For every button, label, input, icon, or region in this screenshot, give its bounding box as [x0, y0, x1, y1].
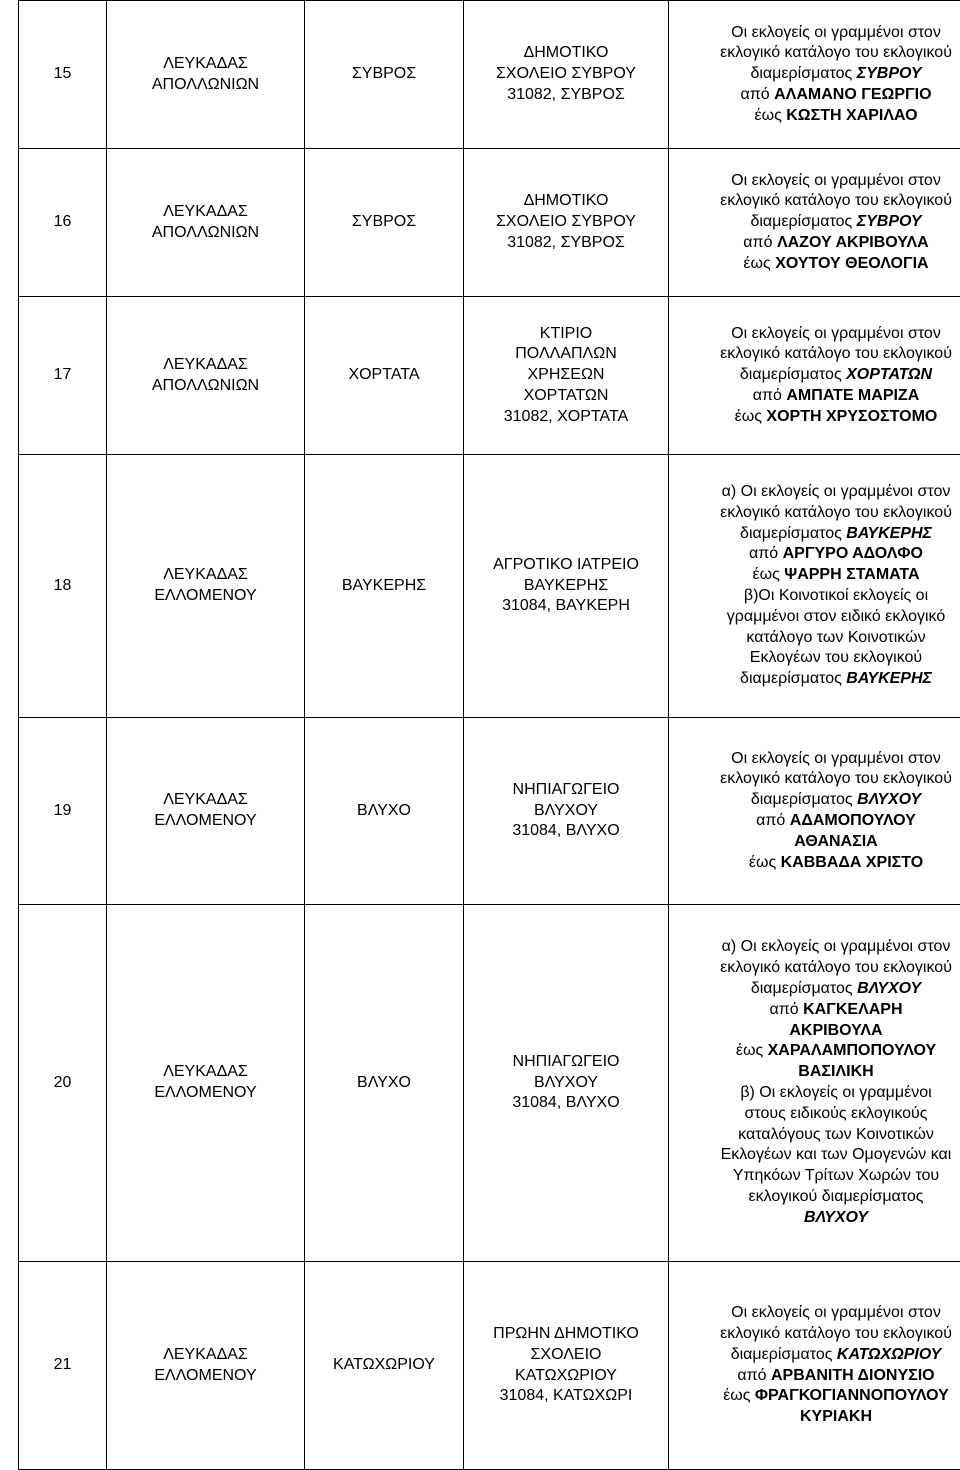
voters-cell: Οι εκλογείς οι γραμμένοι στον εκλογικό κατάλογο του εκλογικού διαμερίσματος ΒΛΥΧΟΥ από ΑΔΑΜΟΠΟΥΛΟΥ ΑΘΑΝΑΣΙΑ έως ΚΑΒΒΑΔΑ ΧΡΙΣΤΟ [669, 718, 960, 905]
table-row [19, 297, 960, 455]
to-name-cont: ΚΥΡΙΑΚΗ [673, 1407, 960, 1428]
location-cell: ΠΡΩΗΝ ΔΗΜΟΤΙΚΟ ΣΧΟΛΕΙΟ ΚΑΤΩΧΩΡΙΟΥ 31084, ΚΑΤΩΧΩΡΙ [464, 1262, 669, 1470]
table-row [19, 718, 960, 905]
district-cell: ΣΥΒΡΟΣ [305, 1, 464, 149]
table-row [19, 1262, 960, 1470]
location-cell: ΚΤΙΡΙΟ ΠΟΛΛΑΠΛΩΝ ΧΡΗΣΕΩΝ ΧΟΡΤΑΤΩΝ 31082, ΧΟΡΤΑΤΑ [464, 297, 669, 455]
district-cell: ΒΑΥΚΕΡΗΣ [305, 455, 464, 718]
municipality-cell: ΛΕΥΚΑΔΑΣ ΕΛΛΟΜΕΝΟΥ [107, 1262, 305, 1470]
district-cell: ΚΑΤΩΧΩΡΙΟΥ [305, 1262, 464, 1470]
location-cell: ΝΗΠΙΑΓΩΓΕΙΟ ΒΛΥΧΟΥ 31084, ΒΛΥΧΟ [464, 718, 669, 905]
district-cell: ΧΟΡΤΑΤΑ [305, 297, 464, 455]
to-name-cont: ΒΑΣΙΛΙΚΗ [673, 1062, 960, 1083]
row-number: 19 [19, 718, 107, 905]
voters-cell: Οι εκλογείς οι γραμμένοι στον εκλογικό κατάλογο του εκλογικού διαμερίσματος ΣΥΒΡΟΥ από ΛΑΖΟΥ ΑΚΡΙΒΟΥΛΑ έως ΧΟΥΤΟΥ ΘΕΟΛΟΓΙΑ [669, 149, 960, 297]
voters-cell: α) Οι εκλογείς οι γραμμένοι στον εκλογικό κατάλογο του εκλογικού διαμερίσματος ΒΛΥΧΟΥ από ΚΑΓΚΕΛΑΡΗ ΑΚΡΙΒΟΥΛΑ έως ΧΑΡΑΛΑΜΠΟΠΟΥΛΟΥ ΒΑΣΙΛΙΚΗ β) Οι εκλογείς οι γραμμένοι στους ειδικούς εκλογικούς καταλόγους των Κοινοτικών Εκλογέων και των Ομογενών και Υπηκόων Τρίτων Χωρών του εκλογικού διαμερίσματος ΒΛΥΧΟΥ [669, 905, 960, 1262]
row-number: 21 [19, 1262, 107, 1470]
municipality-cell: ΛΕΥΚΑΔΑΣ ΕΛΛΟΜΕΝΟΥ [107, 905, 305, 1262]
voters-cell: α) Οι εκλογείς οι γραμμένοι στον εκλογικό κατάλογο του εκλογικού διαμερίσματος ΒΑΥΚΕΡΗΣ από ΑΡΓΥΡΟ ΑΔΟΛΦΟ έως ΨΑΡΡΗ ΣΤΑΜΑΤΑ β)Οι Κοινοτικοί εκλογείς οι γραμμένοι στον ειδικό εκλογικό κατάλογο των Κοινοτικών Εκλογέων του εκλογικού διαμερίσματος ΒΑΥΚΕΡΗΣ [669, 455, 960, 718]
table-row [19, 1, 960, 149]
voters-cell: Οι εκλογείς οι γραμμένοι στον εκλογικό κατάλογο του εκλογικού διαμερίσματος ΧΟΡΤΑΤΩΝ από ΑΜΠΑΤΕ ΜΑΡΙΖΑ έως ΧΟΡΤΗ ΧΡΥΣΟΣΤΟΜΟ [669, 297, 960, 455]
location-cell: ΝΗΠΙΑΓΩΓΕΙΟ ΒΛΥΧΟΥ 31084, ΒΛΥΧΟ [464, 905, 669, 1262]
from-name: ΑΡΓΥΡΟ ΑΔΟΛΦΟ [783, 545, 923, 562]
district-cell: ΒΛΥΧΟ [305, 905, 464, 1262]
voters-cell: Οι εκλογείς οι γραμμένοι στον εκλογικό κατάλογο του εκλογικού διαμερίσματος ΚΑΤΩΧΩΡΙΟΥ από ΑΡΒΑΝΙΤΗ ΔΙΟΝΥΣΙΟ έως ΦΡΑΓΚΟΓΙΑΝΝΟΠΟΥΛΟΥ ΚΥΡΙΑΚΗ [669, 1262, 960, 1470]
district-name: ΒΛΥΧΟΥ [857, 791, 921, 808]
location-cell: ΔΗΜΟΤΙΚΟ ΣΧΟΛΕΙΟ ΣΥΒΡΟΥ 31082, ΣΥΒΡΟΣ [464, 149, 669, 297]
location-cell: ΔΗΜΟΤΙΚΟ ΣΧΟΛΕΙΟ ΣΥΒΡΟΥ 31082, ΣΥΒΡΟΣ [464, 1, 669, 149]
from-name: ΚΑΓΚΕΛΑΡΗ [803, 1001, 902, 1018]
from-name-cont: ΑΚΡΙΒΟΥΛΑ [673, 1021, 960, 1042]
district-name: ΧΟΡΤΑΤΩΝ [846, 366, 932, 383]
from-name: ΑΜΠΑΤΕ ΜΑΡΙΖΑ [786, 387, 919, 404]
district-name: ΣΥΒΡΟΥ [857, 213, 922, 230]
to-name: ΧΟΡΤΗ ΧΡΥΣΟΣΤΟΜΟ [766, 408, 937, 425]
municipality-cell: ΛΕΥΚΑΔΑΣ ΑΠΟΛΛΩΝΙΩΝ [107, 1, 305, 149]
district-cell: ΣΥΒΡΟΣ [305, 149, 464, 297]
row-number: 18 [19, 455, 107, 718]
district-name: ΒΛΥΧΟΥ [673, 1208, 960, 1229]
from-name: ΛΑΖΟΥ ΑΚΡΙΒΟΥΛΑ [777, 234, 929, 251]
from-name: ΑΡΒΑΝΙΤΗ ΔΙΟΝΥΣΙΟ [771, 1367, 935, 1384]
municipality-cell: ΛΕΥΚΑΔΑΣ ΑΠΟΛΛΩΝΙΩΝ [107, 297, 305, 455]
voters-cell: Οι εκλογείς οι γραμμένοι στον εκλογικό κατάλογο του εκλογικού διαμερίσματος ΣΥΒΡΟΥ από ΑΛΑΜΑΝΟ ΓΕΩΡΓΙΟ έως ΚΩΣΤΗ ΧΑΡΙΛΑΟ [669, 1, 960, 149]
table-row [19, 149, 960, 297]
polling-stations-table [18, 0, 960, 1470]
row-number: 16 [19, 149, 107, 297]
location-cell: ΑΓΡΟΤΙΚΟ ΙΑΤΡΕΙΟ ΒΑΥΚΕΡΗΣ 31084, ΒΑΥΚΕΡΗ [464, 455, 669, 718]
to-name: ΚΑΒΒΑΔΑ ΧΡΙΣΤΟ [781, 854, 924, 871]
from-name-cont: ΑΘΑΝΑΣΙΑ [673, 832, 960, 853]
row-number: 17 [19, 297, 107, 455]
table-row [19, 455, 960, 718]
municipality-cell: ΛΕΥΚΑΔΑΣ ΕΛΛΟΜΕΝΟΥ [107, 718, 305, 905]
municipality-cell: ΛΕΥΚΑΔΑΣ ΑΠΟΛΛΩΝΙΩΝ [107, 149, 305, 297]
to-name: ΚΩΣΤΗ ΧΑΡΙΛΑΟ [786, 107, 917, 124]
from-name: ΑΛΑΜΑΝΟ ΓΕΩΡΓΙΟ [774, 86, 931, 103]
district-name: ΒΛΥΧΟΥ [857, 980, 921, 997]
district-name: ΒΑΥΚΕΡΗΣ [846, 525, 932, 542]
municipality-cell: ΛΕΥΚΑΔΑΣ ΕΛΛΟΜΕΝΟΥ [107, 455, 305, 718]
row-number: 20 [19, 905, 107, 1262]
row-number: 15 [19, 1, 107, 149]
table-row [19, 905, 960, 1262]
district-name: ΣΥΒΡΟΥ [857, 65, 922, 82]
district-name: ΒΑΥΚΕΡΗΣ [846, 670, 932, 687]
to-name: ΧΟΥΤΟΥ ΘΕΟΛΟΓΙΑ [775, 255, 928, 272]
district-name: ΚΑΤΩΧΩΡΙΟΥ [837, 1346, 941, 1363]
district-cell: ΒΛΥΧΟ [305, 718, 464, 905]
from-name: ΑΔΑΜΟΠΟΥΛΟΥ [790, 812, 916, 829]
to-name: ΦΡΑΓΚΟΓΙΑΝΝΟΠΟΥΛΟΥ [755, 1387, 949, 1404]
to-name: ΨΑΡΡΗ ΣΤΑΜΑΤΑ [784, 566, 919, 583]
to-name: ΧΑΡΑΛΑΜΠΟΠΟΥΛΟΥ [768, 1042, 937, 1059]
